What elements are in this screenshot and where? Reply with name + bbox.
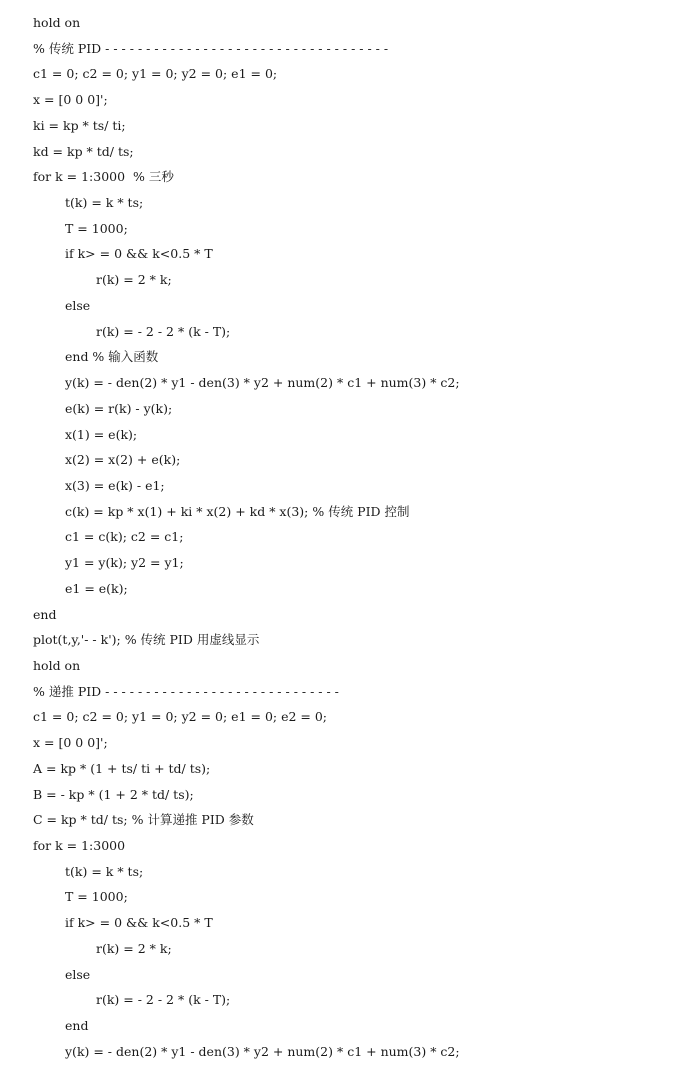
code-line: plot(t,y,'- - k'); % 传统 PID 用虚线显示 — [33, 632, 260, 648]
code-line: x(3) = e(k) - e1; — [65, 477, 165, 493]
code-line: c1 = 0; c2 = 0; y1 = 0; y2 = 0; e1 = 0; — [33, 66, 278, 82]
code-line: e(k) = r(k) - y(k); — [65, 400, 173, 416]
code-line: end — [65, 1018, 89, 1034]
code-line: for k = 1:3000 — [33, 838, 126, 853]
code-line: r(k) = 2 * k; — [96, 940, 172, 956]
code-line: x(1) = e(k); — [65, 426, 138, 442]
code-line: ki = kp * ts/ ti; — [33, 117, 126, 133]
code-line: if k> = 0 && k<0.5 * T — [65, 246, 213, 262]
code-line: c(k) = kp * x(1) + ki * x(2) + kd * x(3); % 传统 PID 控制 — [65, 503, 410, 519]
code-line: end — [33, 606, 57, 622]
code-line: x = [0 0 0]'; — [33, 735, 108, 751]
code-line: t(k) = k * ts; — [65, 195, 144, 211]
code-line: y1 = y(k); y2 = y1; — [65, 555, 184, 571]
code-line: else — [65, 966, 91, 982]
code-line: r(k) = - 2 - 2 * (k - T); — [96, 323, 231, 339]
code-line: hold on — [33, 15, 81, 30]
code-line: y(k) = - den(2) * y1 - den(3) * y2 + num(2) * c1 + num(3) * c2; — [65, 1043, 460, 1059]
code-line: B = - kp * (1 + 2 * td/ ts); — [33, 786, 194, 802]
code-line: % 递推 PID - - - - - - - - - - - - - - - - - - - - - - - - - - - - - — [33, 683, 339, 699]
code-line: T = 1000; — [65, 220, 128, 236]
code-listing — [33, 10, 460, 1064]
code-line: r(k) = 2 * k; — [96, 272, 172, 288]
code-line: c1 = c(k); c2 = c1; — [65, 529, 184, 545]
code-line: A = kp * (1 + ts/ ti + td/ ts); — [33, 760, 211, 776]
code-line: T = 1000; — [65, 889, 128, 905]
code-line: if k> = 0 && k<0.5 * T — [65, 915, 213, 931]
code-line: C = kp * td/ ts; % 计算递推 PID 参数 — [33, 812, 254, 828]
code-line: % 传统 PID - - - - - - - - - - - - - - - - - - - - - - - - - - - - - - - - - - - — [33, 40, 389, 56]
code-line: kd = kp * td/ ts; — [33, 143, 134, 159]
code-line: x = [0 0 0]'; — [33, 92, 108, 108]
code-line: else — [65, 297, 91, 313]
code-line: y(k) = - den(2) * y1 - den(3) * y2 + num(2) * c1 + num(3) * c2; — [65, 375, 460, 391]
code-line: c1 = 0; c2 = 0; y1 = 0; y2 = 0; e1 = 0; e2 = 0; — [33, 709, 328, 725]
code-line: x(2) = x(2) + e(k); — [65, 452, 181, 468]
code-line: end % 输入函数 — [65, 349, 159, 365]
code-line: e1 = e(k); — [65, 580, 128, 596]
code-line: hold on — [33, 657, 81, 673]
code-line: r(k) = - 2 - 2 * (k - T); — [96, 992, 231, 1008]
code-line: for k = 1:3000 % 三秒 — [33, 169, 174, 185]
code-line: t(k) = k * ts; — [65, 863, 144, 879]
